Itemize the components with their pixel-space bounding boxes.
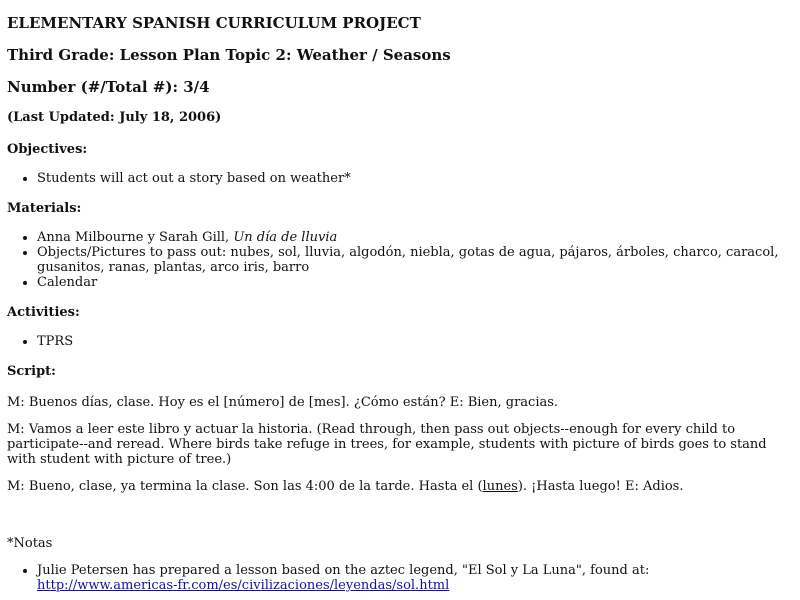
materials-list — [7, 230, 793, 290]
notas-heading: *Notas — [7, 536, 53, 551]
script-closing-day: lunes — [482, 479, 518, 494]
page-title: ELEMENTARY SPANISH CURRICULUM PROJECT — [7, 14, 421, 32]
activities-list — [7, 334, 793, 349]
book-authors: Anna Milbourne y Sarah Gill, — [37, 230, 234, 245]
script-closing — [7, 479, 793, 494]
activities-heading: Activities: — [7, 305, 80, 320]
objective-item: • Students will act out a story based on weather* — [37, 171, 793, 186]
script-heading: Script: — [7, 364, 56, 379]
material-item-objects: • Objects/Pictures to pass out: nubes, sol, lluvia, algodón, niebla, gotas de agua, pájaros, árboles, charco, caracol, gusanitos, ranas, plantas, arco iris, barro — [37, 245, 793, 275]
notas-item-text: Julie Petersen has prepared a lesson based on the aztec legend, "El Sol y La Luna", found at: — [37, 563, 650, 578]
book-title: Un día de lluvia — [233, 230, 338, 245]
lesson-number-heading: Number (#/Total #): 3/4 — [7, 78, 210, 96]
last-updated: (Last Updated: July 18, 2006) — [7, 110, 222, 125]
material-item-calendar: • Calendar — [37, 275, 793, 290]
lesson-topic-heading: Third Grade: Lesson Plan Topic 2: Weather / Seasons — [7, 46, 451, 64]
material-item-book — [37, 230, 793, 245]
lesson-plan-page — [7, 13, 793, 593]
notas-list — [7, 563, 793, 593]
notas-item — [37, 563, 793, 593]
activity-item: • TPRS — [37, 334, 793, 349]
script-closing-start: M: Bueno, clase, ya termina la clase. Son las 4:00 de la tarde. Hasta el ( — [7, 479, 483, 494]
materials-heading: Materials: — [7, 201, 82, 216]
script-closing-end: ). ¡Hasta luego! E: Adios. — [517, 479, 684, 494]
script-greeting: M: Buenos días, clase. Hoy es el [número] de [mes]. ¿Cómo están? E: Bien, gracias. — [7, 395, 559, 410]
script-story-instructions: M: Vamos a leer este libro y actuar la historia. (Read through, then pass out objects--enough for every child to participate--and reread. Where birds take refuge in trees, for example, students with picture of birds goes to stand with student with picture of tree.) — [7, 422, 767, 467]
objectives-list — [7, 171, 793, 186]
legend-link[interactable]: http://www.americas-fr.com/es/civilizaciones/leyendas/sol.html — [37, 578, 450, 593]
objectives-heading: Objectives: — [7, 142, 88, 157]
